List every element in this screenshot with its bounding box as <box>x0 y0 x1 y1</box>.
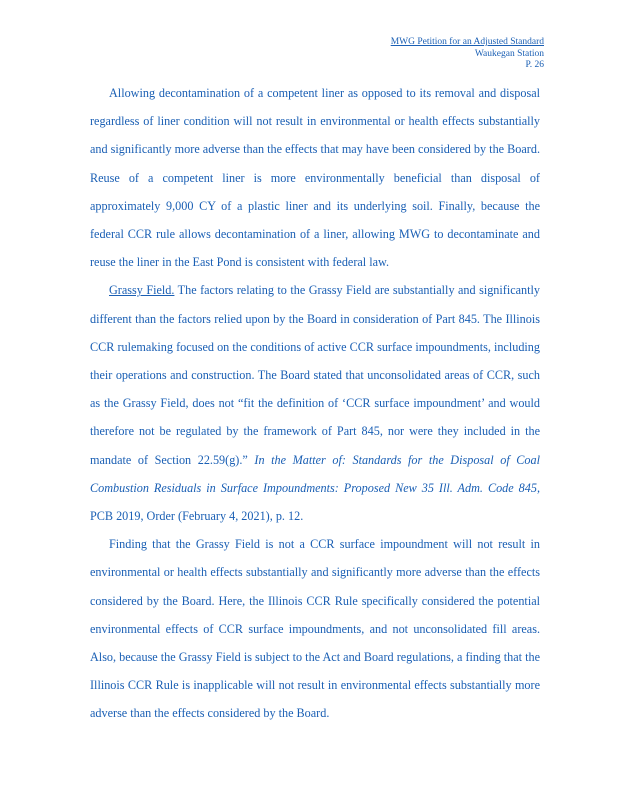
case-citation: In the Matter of: Standards for the Disposal of Coal Combustion Residuals in Surface Impoundments: Proposed New 35 Ill. Adm. Code 845, <box>90 452 540 495</box>
paragraph-grassy-field <box>90 276 540 530</box>
document-body <box>90 79 540 728</box>
paragraph-2-text-a: The factors relating to the Grassy Field are substantially and significantly different than the factors relied upon by the Board in consideration of Part 845. The Illinois CCR rulemaking focused on the conditions of active CCR surface impoundments, including their operations and construction. The Board stated that unconsolidated areas of CCR, such as the Grassy Field, does not “fit the definition of ‘CCR surface impoundment’ and would therefore not be regulated by the framework of Part 845, nor were they included in the mandate of Section 22.59(g).” <box>90 283 540 467</box>
paragraph-3-text: Finding that the Grassy Field is not a CCR surface impoundment will not result in environmental or health effects substantially and significantly more adverse than the effects considered by the Board. Here, the Illinois CCR Rule specifically considered the potential environmental effects of CCR surface impoundments, and not unconsolidated fill areas. Also, because the Grassy Field is subject to the Act and Board regulations, a finding that the Illinois CCR Rule is inapplicable will not result in environmental effects substantially more adverse than the effects considered by the Board. <box>90 537 540 721</box>
grassy-field-heading: Grassy Field. <box>109 283 175 298</box>
header-page-number: P. 26 <box>525 60 544 70</box>
page-header <box>391 37 544 72</box>
paragraph-1-text: Allowing decontamination of a competent liner as opposed to its removal and disposal regardless of liner condition will not result in environmental or health effects substantially and significantly more adverse than the effects that may have been considered by the Board. Reuse of a competent liner is more environmentally beneficial than disposal of approximately 9,000 CY of a plastic liner and its underlying soil. Finally, because the federal CCR rule allows decontamination of a liner, allowing MWG to decontaminate and reuse the liner in the East Pond is consistent with federal law. <box>90 86 540 270</box>
paragraph-liner-decontamination <box>90 79 540 276</box>
header-station: Waukegan Station <box>474 48 544 59</box>
paragraph-grassy-field-finding <box>90 530 540 727</box>
header-title: MWG Petition for an Adjusted Standard <box>390 37 544 47</box>
paragraph-2-text-b: PCB 2019, Order (February 4, 2021), p. 12. <box>90 509 304 524</box>
